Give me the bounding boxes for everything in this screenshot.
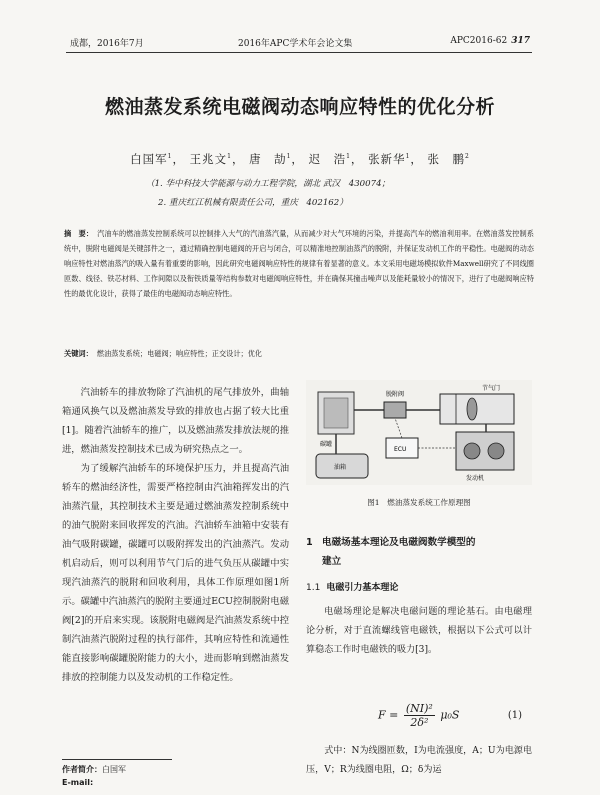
author: 张新华$^1$: [368, 152, 411, 166]
paragraph: 汽油轿车的排放物除了汽油机的尾气排放外，曲轴箱通风换气以及燃油蒸发导致的排放也占据了较大比重[1]。随着汽油轿车的推广，以及燃油蒸发排放法规的推进，燃油蒸发控制技术已成为研究热点之一。: [62, 387, 289, 455]
equation-1: [306, 694, 532, 738]
affiliation-2: 2. 重庆红江机械有限责任公司，重庆 402162）: [158, 198, 348, 208]
system-schematic: [306, 380, 532, 485]
paper-title: 燃油蒸发系统电磁阀动态响应特性的优化分析: [104, 96, 495, 118]
footnote-rule: [62, 759, 172, 760]
throttle-shape: [467, 398, 477, 420]
ecu-label: ECU: [394, 446, 407, 453]
header-code: APC2016-62 317: [450, 36, 530, 46]
purge-valve-shape: [384, 402, 406, 418]
body-left-column: [62, 383, 289, 687]
equation-number: (1): [507, 710, 522, 721]
subsection-number: 1.1: [306, 583, 321, 593]
figure-1-diagram: [306, 380, 532, 485]
header-location-date: 成都，2016年7月: [70, 39, 144, 49]
abstract-label: 摘 要：: [64, 229, 94, 238]
section-number: 1: [306, 537, 313, 548]
author: 张 鹏$^2$: [427, 152, 470, 166]
keywords-text: 燃油蒸发系统；电磁阀；响应特性；正交设计；优化: [96, 349, 263, 358]
paragraph: 为了缓解汽油轿车的环境保护压力，并且提高汽油轿车的燃油经济性，需要严格控制由汽油箱挥发出的汽油蒸汽量，其控制技术主要是通过燃油蒸发控制系统中的油气脱附来回收挥发的汽油。汽油轿车油箱中安装有油气吸附碳罐，碳罐可以吸附挥发出的汽油蒸汽。发动机启动后，则可以利用节气门后的进气负压从碳罐中实现汽油蒸汽的脱附和回收利用，具体工作原理如图1所示。碳罐中汽油蒸汽的脱附主要通过ECU控制脱附电磁阀[2]的开启来实现。该脱附电磁阀是汽油蒸发系统中控制汽油蒸汽脱附过程的执行部件，其响应特性和流通性能直接影响碳罐脱附能力的大小，进而影响到燃油蒸发排放的控制能力以及发动机的工作稳定性。: [62, 463, 289, 683]
keywords: [64, 349, 534, 359]
body-right-continuation: [306, 742, 532, 780]
author: 唐 劼$^1$: [249, 152, 292, 166]
valve-label: 脱附阀: [386, 391, 405, 398]
tank-label: 油箱: [334, 464, 347, 471]
figure-caption: 图1 燃油蒸发系统工作原理图: [367, 498, 471, 507]
keywords-label: 关键词：: [64, 349, 93, 358]
abstract: [64, 226, 534, 301]
author: 迟 浩$^1$: [308, 152, 351, 166]
throttle-label: 节气门: [482, 385, 501, 392]
canister-label: 碳罐: [320, 441, 333, 448]
engine-label: 发动机: [466, 475, 485, 482]
section-heading-1: 1 电磁场基本理论及电磁阀数学模型的 建立: [306, 533, 532, 571]
header-proceedings: 2016年APC学术年会论文集: [238, 39, 353, 49]
affiliation-1: （1. 华中科技大学能源与动力工程学院，湖北 武汉 430074；: [146, 179, 391, 189]
author: 王兆文$^1$: [189, 152, 232, 166]
page-number: 317: [511, 36, 530, 46]
paragraph: 电磁场理论是解决电磁问题的理论基石。由电磁理论分析，对于直流螺线管电磁铁，根据以下公式可以计算稳态工作时电磁铁的吸力[3]。: [306, 607, 532, 655]
paragraph: 式中：N为线圈匝数，I为电流强度，A；U为电源电压，V；R为线圈电阻，Ω；δ为运: [306, 746, 532, 775]
equation-fraction: $\frac{\text{(NI)²}}{\text{2δ²}}$: [405, 702, 433, 729]
body-right-column: [306, 603, 532, 660]
equation-body: F = $\frac{\text{(NI)²}}{\text{2δ²}}$ μ₀S: [378, 702, 460, 729]
section-heading-1-1: 1.1 电磁引力基本理论: [306, 583, 399, 593]
author-list: 白国军$^1$， 王兆文$^1$， 唐 劼$^1$， 迟 浩$^1$， 张新华$^1$， 张 鹏$^2$: [130, 152, 470, 166]
email-footnote: E-mail:: [62, 778, 94, 787]
author-bio-footnote: 作者简介：白国军: [62, 765, 126, 774]
running-header: [70, 36, 530, 50]
abstract-text: 汽油车的燃油蒸发控制系统可以控制排入大气的汽油蒸汽量，从而减少对大气环境的污染，并提高汽车的燃油利用率。在燃油蒸发控制系统中，脱附电磁阀是关键部件之一，通过精确控制电磁阀的开启与闭合，可以精准地控制油蒸汽的脱附，并保证发动机工作的平稳性。电磁阀的动态响应特性对燃油蒸汽的吸入量有着重要的影响，因此研究电磁阀响应特性的规律有着显著的意义。本文采用电磁场模拟软件Maxwell研究了不同线圈匝数、线径、铁芯材料、工作间隙以及衔铁质量等结构参数对电磁阀响应特性，并在确保其撞击噪声以及能耗量较小的情况下，进行了电磁阀响应特性的最优化设计，获得了最佳的电磁阀动态响应特性。: [64, 229, 534, 298]
author: 白国军$^1$: [130, 152, 173, 166]
header-rule: [66, 52, 532, 53]
